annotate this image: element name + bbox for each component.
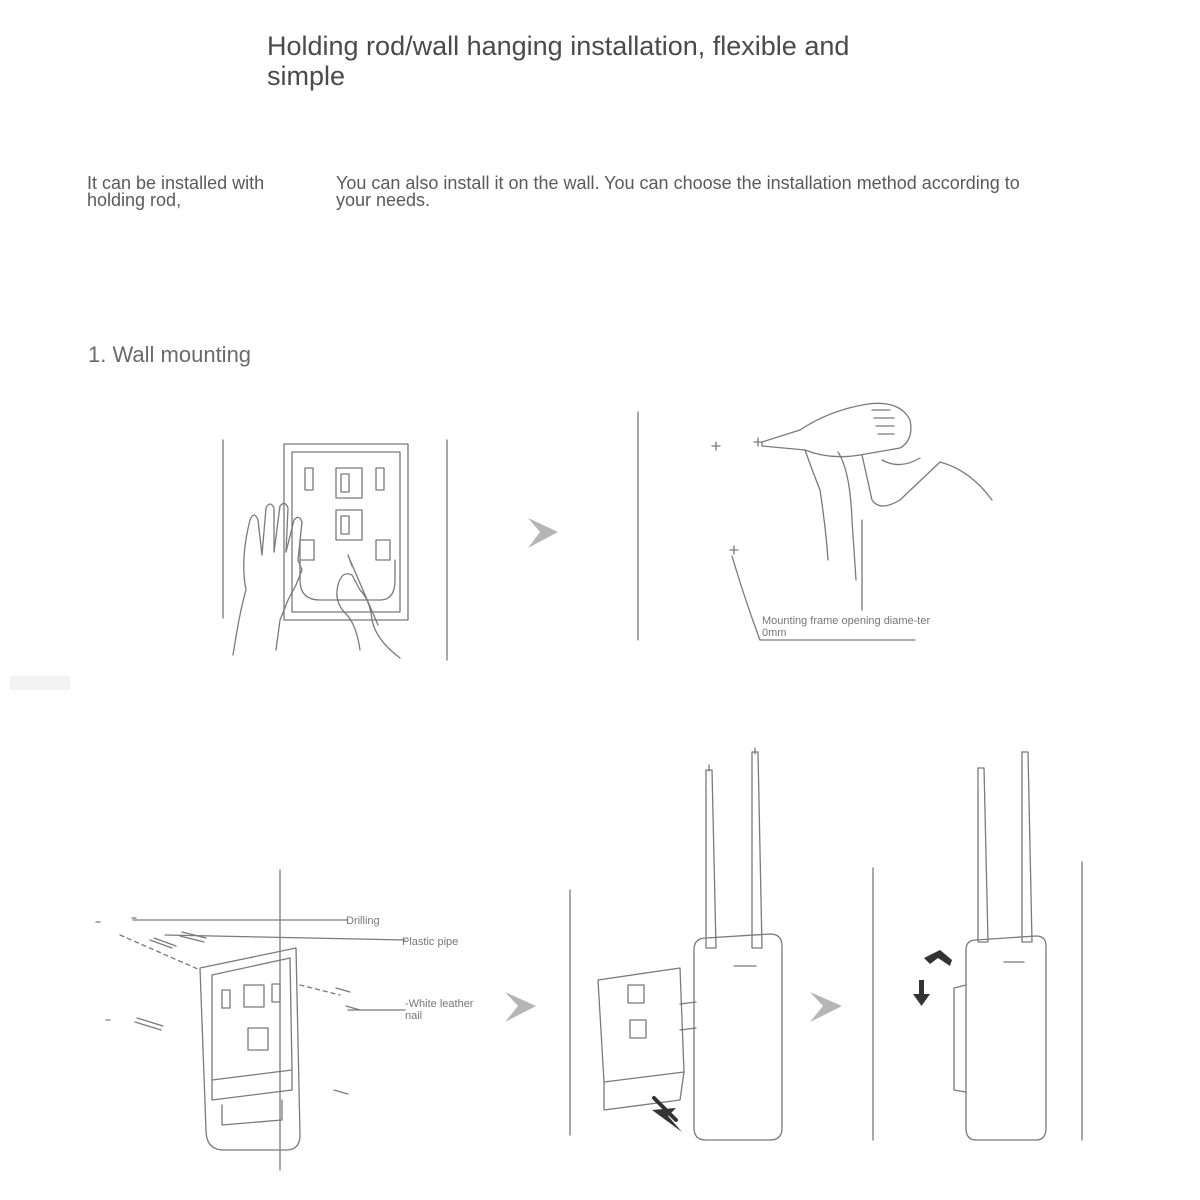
intro-wall-text: You can also install it on the wall. You can choose the installation method according to your needs. <box>336 173 1020 210</box>
label-white-leather-nail: -White leather nail <box>405 998 474 1022</box>
page-title: Holding rod/wall hanging installation, flexible and simple <box>267 31 850 91</box>
step5-router-mounted-illustration <box>873 752 1082 1140</box>
up-left-arrow-icon <box>924 950 952 966</box>
step1-mark-holes-illustration <box>223 440 447 660</box>
step2-drilling-illustration <box>638 403 992 640</box>
label-drilling: Drilling <box>346 915 380 927</box>
label-plastic-pipe: Plastic pipe <box>402 936 459 948</box>
intro-rod-text: It can be installed with holding rod, <box>87 173 265 210</box>
step4-hang-router-illustration <box>570 748 782 1140</box>
section-heading-wall-mounting: 1. Wall mounting <box>88 342 252 367</box>
arrow-icon <box>810 992 842 1022</box>
arrow-icon <box>505 992 536 1022</box>
down-arrow-icon <box>913 980 930 1006</box>
arrow-icon <box>528 518 558 548</box>
label-opening-diameter: Mounting frame opening diame-ter 0mm <box>762 615 931 639</box>
